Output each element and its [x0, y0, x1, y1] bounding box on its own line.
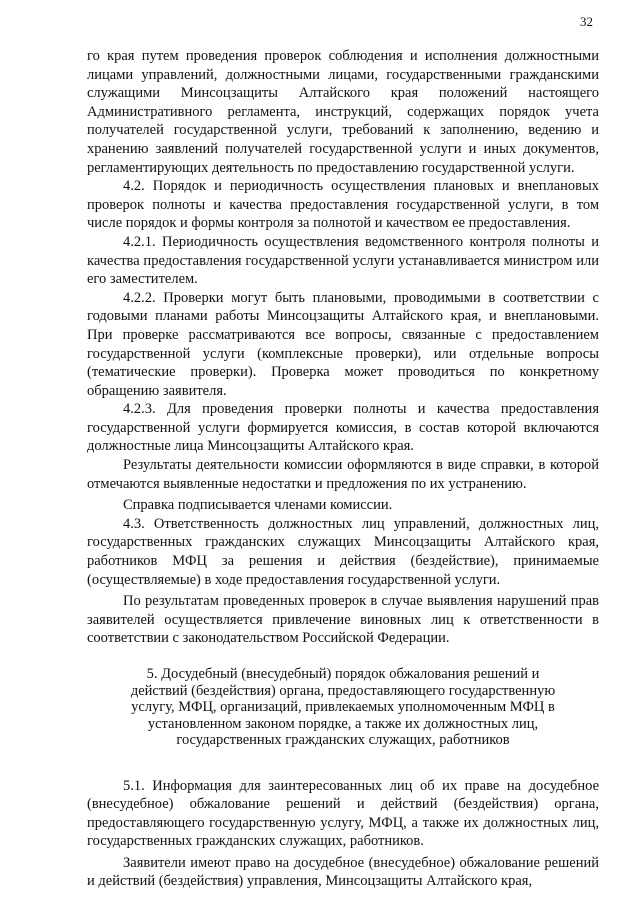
section-5-heading: 5. Досудебный (внесудебный) порядок обжалования решений и действий (бездействия) органа, предоставляющего государственную услугу, МФЦ, организаций, привлекаемых уполномоченным МФЦ в установленном законом порядке, а также их должностных лиц, государственных гражданских служащих, работников — [130, 666, 556, 748]
paragraph-4-2: 4.2. Порядок и периодичность осуществления плановых и внеплановых проверок полноты и качества предоставления государственной услуги, в том числе порядок и формы контроля за полнотой и качеством ее предоставления. — [87, 178, 599, 232]
paragraph-commission-results: Результаты деятельности комиссии оформляются в виде справки, в которой отмечаются выявленные недостатки и предложения по их устранению. — [87, 457, 599, 492]
paragraph-5-1: 5.1. Информация для заинтересованных лиц об их праве на досудебное (внесудебное) обжалование решений и действий (бездействия) органа, предоставляющего государственную услугу, МФЦ, а также их должностных лиц, государственных гражданских служащих, работников. — [87, 777, 599, 850]
document-body — [87, 47, 599, 891]
paragraph-applicants-rights: Заявители имеют право на досудебное (внесудебное) обжалование решений и действий (бездействия) управления, Минсоцзащиты Алтайского края, — [87, 854, 599, 890]
paragraph-4-3: 4.3. Ответственность должностных лиц управлений, должностных лиц, государственных гражданских служащих Минсоцзащиты Алтайского края, работников МФЦ за решения и действия (бездействие), принимаемые (осуществляемые) в ходе предоставления государственной услуги. — [87, 515, 599, 588]
paragraph-4-2-2: 4.2.2. Проверки могут быть плановыми, проводимыми в соответствии с годовыми планами работы Минсоцзащиты Алтайского края, и внеплановыми. При проверке рассматриваются все вопросы, связанные с предоставлением государственной услуги (комплексные проверки), или отдельные вопросы (тематические проверки). Проверка может проводиться по конкретному обращению заявителя. — [87, 289, 599, 399]
paragraph-4-2-3: 4.2.3. Для проведения проверки полноты и качества предоставления государственной услуги формируется комиссия, в состав которой включаются должностные лица Минсоцзащиты Алтайского края. — [87, 401, 599, 455]
page-number: 32 — [580, 14, 593, 29]
paragraph-continuation: го края путем проведения проверок соблюдения и исполнения должностными лицами управлений, должностными лицами, государственными гражданскими служащими Минсоцзащиты Алтайского края положений настоящего Административного регламента, инструкций, содержащих порядок учета получателей государственной услуги, требований к заполнению, ведению и хранению заявлений получателей государственной услуги и иных документов, регламентирующих деятельность по предоставлению государственной услуги. — [87, 48, 599, 176]
paragraph-4-2-1: 4.2.1. Периодичность осуществления ведомственного контроля полноты и качества предоставления государственной услуги устанавливается министром или его заместителем. — [87, 233, 599, 288]
paragraph-inspection-results: По результатам проведенных проверок в случае выявления нарушений прав заявителей осуществляется привлечение виновных лиц к ответственности в соответствии с законодательством Российской Федерации. — [87, 593, 599, 647]
paragraph-report-signed: Справка подписывается членами комиссии. — [123, 497, 393, 514]
